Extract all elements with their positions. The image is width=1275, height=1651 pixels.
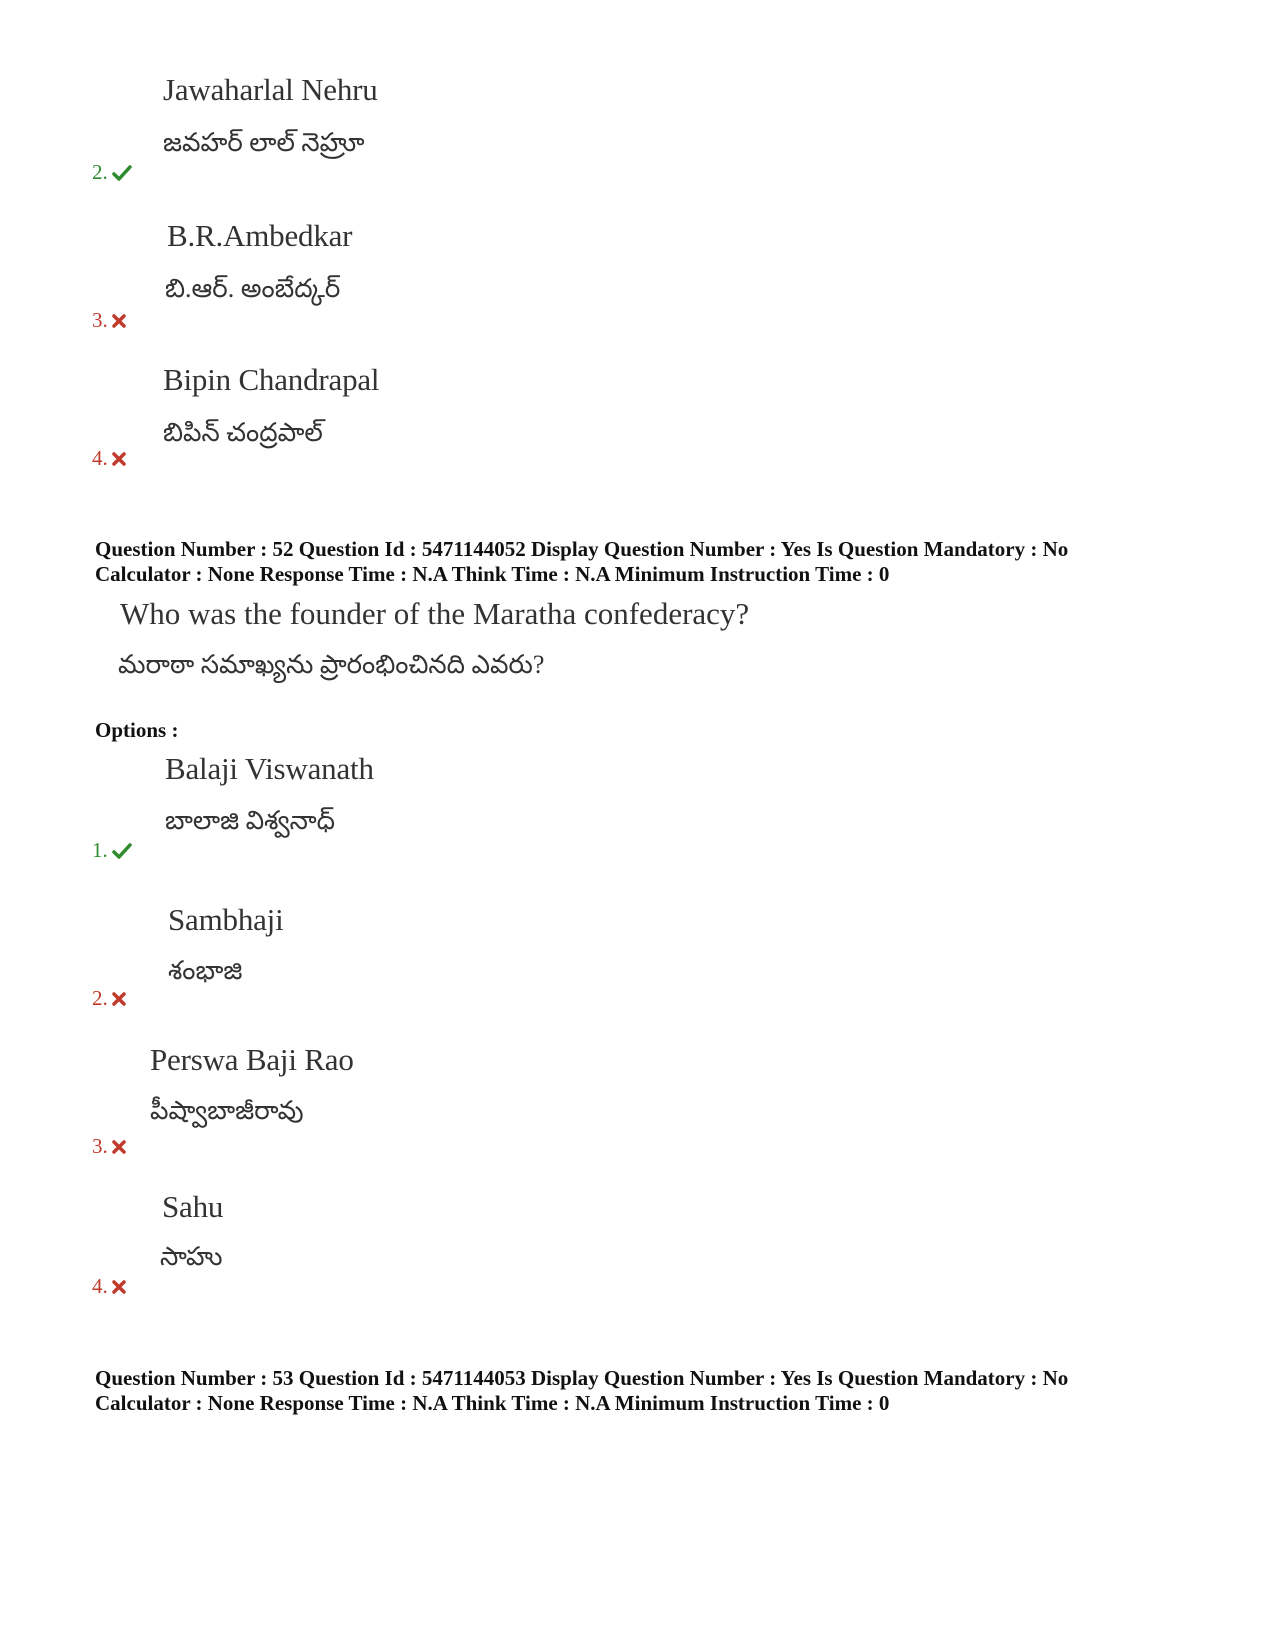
option-number: 2. xyxy=(92,986,108,1010)
question-meta xyxy=(95,1366,1068,1416)
option-english-text: Sambhaji xyxy=(168,902,284,937)
option-marker-correct xyxy=(92,838,132,863)
question-meta-line2: Calculator : None Response Time : N.A Think Time : N.A Minimum Instruction Time : 0 xyxy=(95,1391,890,1415)
option-telugu-text: సాహు xyxy=(160,1242,223,1271)
check-icon xyxy=(112,165,132,181)
question-meta-line1: Question Number : 52 Question Id : 5471144052 Display Question Number : Yes Is Question Mandatory : No xyxy=(95,537,1069,561)
option-english-text: Bipin Chandrapal xyxy=(163,362,380,397)
option-number: 4. xyxy=(92,1274,108,1298)
option-english-text: Sahu xyxy=(162,1189,224,1224)
option-number: 4. xyxy=(92,446,108,470)
cross-icon xyxy=(112,992,126,1006)
check-icon xyxy=(112,843,132,859)
option-telugu-text: బి.ఆర్. అంబేద్కర్ xyxy=(165,274,341,303)
option-english-text: Perswa Baji Rao xyxy=(150,1042,354,1077)
question-meta-line1: Question Number : 53 Question Id : 5471144053 Display Question Number : Yes Is Question Mandatory : No xyxy=(95,1366,1069,1390)
option-marker-correct xyxy=(92,160,132,185)
option-number: 2. xyxy=(92,160,108,184)
question-meta-line2: Calculator : None Response Time : N.A Think Time : N.A Minimum Instruction Time : 0 xyxy=(95,562,890,586)
question-text-telugu: మరాఠా సమాఖ్యను ప్రారంభించినది ఎవరు? xyxy=(118,650,545,679)
cross-icon xyxy=(112,1140,126,1154)
option-telugu-text: శంభాజి xyxy=(168,956,243,985)
cross-icon xyxy=(112,314,126,328)
option-english-text: Jawaharlal Nehru xyxy=(163,72,378,107)
option-marker-wrong xyxy=(92,986,126,1011)
option-marker-wrong xyxy=(92,446,126,471)
question-meta xyxy=(95,537,1068,587)
option-telugu-text: బాలాజి విశ్వనాధ్ xyxy=(165,806,336,835)
option-marker-wrong xyxy=(92,1134,126,1159)
options-label: Options : xyxy=(95,718,179,742)
option-english-text: B.R.Ambedkar xyxy=(167,218,353,253)
option-number: 1. xyxy=(92,838,108,862)
option-telugu-text: జవహర్ లాల్ నెహ్రూ xyxy=(163,128,365,157)
option-number: 3. xyxy=(92,308,108,332)
option-telugu-text: బిపిన్ చంద్రపాల్ xyxy=(163,418,323,447)
option-marker-wrong xyxy=(92,308,126,333)
option-number: 3. xyxy=(92,1134,108,1158)
question-text-english: Who was the founder of the Maratha confederacy? xyxy=(120,596,750,631)
option-telugu-text: పీష్వాబాజీరావు xyxy=(150,1096,304,1125)
cross-icon xyxy=(112,452,126,466)
option-marker-wrong xyxy=(92,1274,126,1299)
option-english-text: Balaji Viswanath xyxy=(165,751,374,786)
cross-icon xyxy=(112,1280,126,1294)
